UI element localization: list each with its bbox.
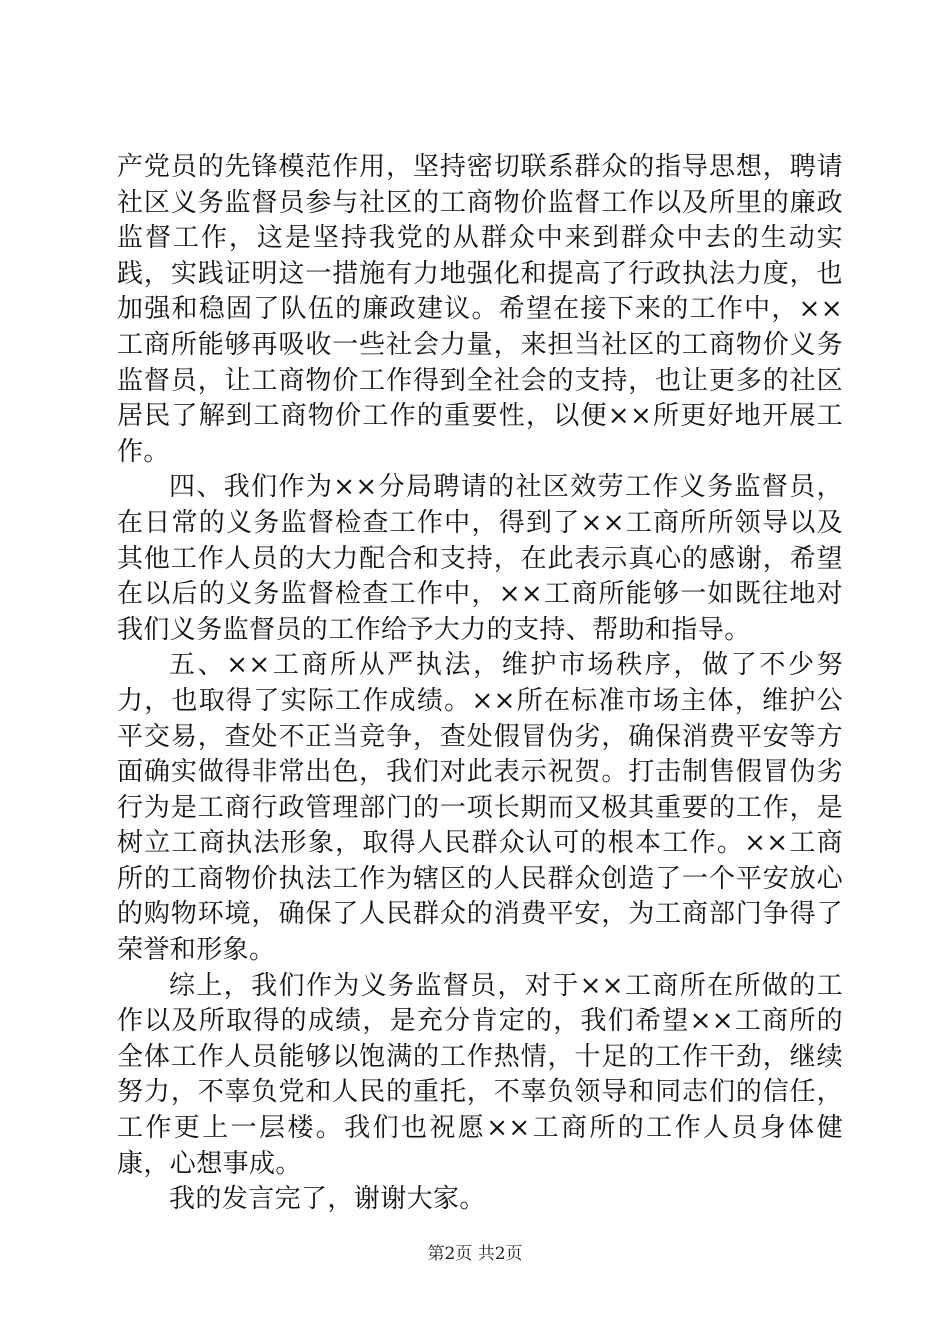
page-footer: 第2页 共2页	[427, 1244, 523, 1264]
paragraph-continuation: 产党员的先锋模范作用，坚持密切联系群众的指导思想，聘请社区义务监督员参与社区的工商物价监督工作以及所里的廉政监督工作，这是坚持我党的从群众中来到群众中去的生动实践，实践证明这一措施有力地强化和提高了行政执法力度，也加强和稳固了队伍的廉政建议。希望在接下来的工作中，××工商所能够再吸收一些社会力量，来担当社区的工商物价义务监督员，让工商物价工作得到全社会的支持，也让更多的社区居民了解到工商物价工作的重要性，以便××所更好地开展工作。	[117, 152, 843, 467]
paragraph-summary: 综上，我们作为义务监督员，对于××工商所在所做的工作以及所取得的成绩，是充分肯定的，我们希望××工商所的全体工作人员能够以饱满的工作热情，十足的工作干劲，继续努力，不辜负党和人民的重托，不辜负领导和同志们的信任，工作更上一层楼。我们也祝愿××工商所的工作人员身体健康，心想事成。	[117, 970, 843, 1179]
paragraph-closing: 我的发言完了，谢谢大家。	[169, 1184, 486, 1215]
document-body	[117, 150, 843, 1218]
paragraph-item-four: 四、我们作为××分局聘请的社区效劳工作义务监督员，在日常的义务监督检查工作中，得到了××工商所所领导以及其他工作人员的大力配合和支持，在此表示真心的感谢，希望在以后的义务监督检查工作中，××工商所能够一如既往地对我们义务监督员的工作给予大力的支持、帮助和指导。	[117, 472, 843, 645]
paragraph-item-five: 五、××工商所从严执法，维护市场秩序，做了不少努力，也取得了实际工作成绩。××所在标准市场主体，维护公平交易，查处不正当竞争，查处假冒伪劣，确保消费平安等方面确实做得非常出色，我们对此表示祝贺。打击制售假冒伪劣行为是工商行政管理部门的一项长期而又极其重要的工作，是树立工商执法形象，取得人民群众认可的根本工作。××工商所的工商物价执法工作为辖区的人民群众创造了一个平安放心的购物环境，确保了人民群众的消费平安，为工商部门争得了荣誉和形象。	[117, 650, 843, 966]
